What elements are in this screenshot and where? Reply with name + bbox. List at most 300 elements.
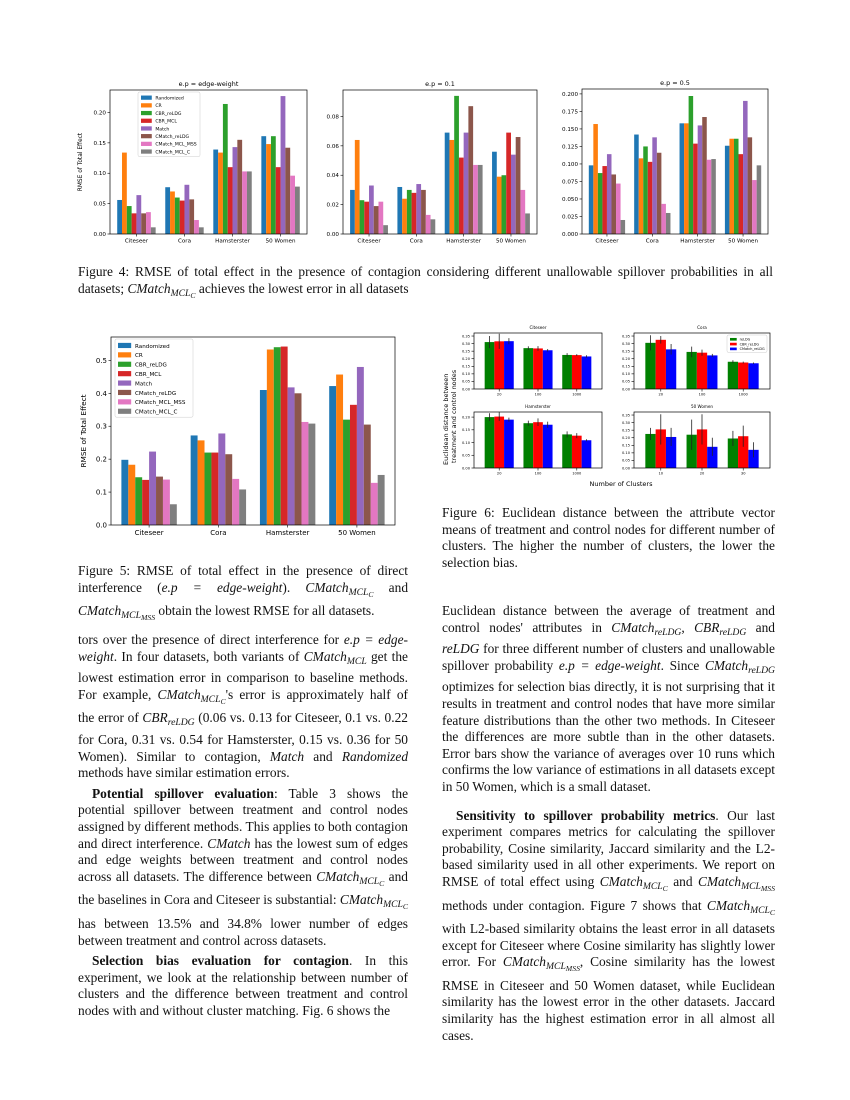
legend-swatch bbox=[141, 119, 152, 123]
y-tick-label: 0.05 bbox=[93, 201, 106, 208]
text-run: has between 13.5% and 34.8% lower number of edges between treatment and control across datasets. bbox=[78, 915, 408, 948]
bar-cmatch-mcl-c bbox=[431, 219, 436, 234]
bar-randomized bbox=[191, 435, 198, 525]
text-run: (0.06 vs. 0.13 for Citeseer, 0.1 vs. 0.22 for Cora, 0.31 vs. 0.54 for Hamsterster, 0.15 vs. 0.36 for 50 Women). Similar to contagion, bbox=[78, 710, 408, 764]
bar-randomized bbox=[329, 386, 336, 525]
chart-title: e.p = 0.1 bbox=[425, 80, 455, 88]
math-term: CMatch$_{MCL_C}$ bbox=[157, 686, 226, 706]
text-run: : Table 3 shows the potential spillover between treatment and control nodes assigned by different methods. This applies to both contagion and direct interference. bbox=[78, 785, 409, 851]
bar-cr bbox=[729, 139, 734, 234]
bar-cmatch-mcl-c bbox=[295, 187, 300, 234]
y-tick-label: 0.2 bbox=[95, 455, 107, 464]
y-tick-label: 0.10 bbox=[461, 372, 470, 377]
y-tick-label: 0.08 bbox=[326, 114, 339, 121]
bar-cmatch-mcl-mss bbox=[242, 171, 247, 234]
text-run: and bbox=[304, 748, 342, 764]
figure-6-ylabel-2: treatment and control nodes bbox=[450, 369, 458, 463]
legend-swatch bbox=[141, 103, 152, 107]
y-tick-label: 0.30 bbox=[461, 341, 470, 346]
x-tick-label: Hamsterster bbox=[680, 238, 716, 245]
legend-swatch bbox=[730, 343, 737, 346]
paragraph bbox=[442, 603, 775, 796]
paragraph-sensitivity bbox=[442, 808, 775, 1045]
bar-cmatch-mcl-mss bbox=[378, 202, 383, 234]
bar-cmatch-mcl-c bbox=[199, 227, 204, 234]
legend-label: reLDG bbox=[739, 337, 751, 342]
bar-cmatch-reldg bbox=[295, 393, 302, 525]
legend-label: Match bbox=[155, 127, 170, 133]
bar-match bbox=[511, 155, 516, 234]
bar-reldg bbox=[728, 362, 738, 389]
bar-cr bbox=[497, 177, 502, 234]
bar-cmatch-reldg bbox=[504, 341, 514, 389]
legend-swatch bbox=[118, 390, 131, 395]
y-tick-label: 0.25 bbox=[621, 349, 630, 354]
math-term: $CBR_{reLDG}$ bbox=[694, 619, 747, 638]
paragraph bbox=[78, 632, 408, 782]
y-tick-label: 0.15 bbox=[93, 140, 106, 147]
bar-cbr-reldg bbox=[271, 136, 276, 234]
bar-cbr-reldg bbox=[572, 355, 582, 389]
y-tick-label: 0.10 bbox=[461, 440, 470, 445]
bar-cmatch-reldg bbox=[748, 137, 753, 234]
legend-swatch bbox=[141, 134, 152, 138]
bar-cmatch-reldg bbox=[237, 140, 242, 234]
y-tick-label: 0.00 bbox=[461, 387, 470, 392]
bar-cr bbox=[684, 123, 689, 234]
bar-cr bbox=[122, 153, 127, 234]
legend-label: CR bbox=[155, 104, 162, 110]
bar-cmatch-reldg bbox=[707, 355, 717, 389]
bar-cr bbox=[639, 158, 644, 234]
math-term: $CBR_{reLDG}$ bbox=[142, 710, 195, 729]
bar-cmatch-reldg bbox=[582, 356, 592, 389]
math-term: CMatch$_{reLDG}$ bbox=[704, 657, 775, 676]
legend-swatch bbox=[118, 362, 131, 367]
x-tick-label: 50 Women bbox=[265, 238, 296, 245]
bar-cmatch-mcl-mss bbox=[146, 212, 151, 234]
y-tick-label: 0.25 bbox=[621, 428, 630, 433]
bar-randomized bbox=[213, 150, 218, 234]
text-run: and the baselines in Cora and Citeseer is substantial: bbox=[78, 868, 408, 908]
x-tick-label: Cora bbox=[210, 529, 227, 537]
y-tick-label: 0.150 bbox=[561, 126, 578, 133]
x-tick-label: 100 bbox=[534, 392, 542, 397]
bar-randomized bbox=[680, 123, 685, 234]
bar-cbr-mcl bbox=[648, 162, 653, 234]
math-term: reLDG bbox=[442, 641, 480, 657]
bar-randomized bbox=[725, 146, 730, 234]
bar-cbr-reldg bbox=[205, 453, 212, 525]
text-run: Figure 6: Euclidean distance between the attribute vector means of treatment and control nodes for different number of clusters. The higher the number of clusters, the lower the selection bias. bbox=[442, 505, 775, 570]
y-tick-label: 0.35 bbox=[621, 334, 630, 339]
y-tick-label: 0.15 bbox=[621, 443, 630, 448]
bar-match bbox=[416, 184, 421, 234]
math-term: CMatch$_{MCL_C}$ bbox=[599, 873, 668, 893]
text-run: . In four datasets, both variants of bbox=[113, 648, 304, 664]
y-tick-label: 0.000 bbox=[561, 231, 578, 238]
bar-cmatch-reldg bbox=[504, 420, 514, 468]
legend-label: CMatch_MCL_MSS bbox=[135, 400, 186, 407]
legend-swatch bbox=[118, 343, 131, 348]
bar-cr bbox=[267, 350, 274, 525]
figure-4b-chart bbox=[310, 70, 550, 250]
x-tick-label: Cora bbox=[645, 238, 659, 245]
bar-cr bbox=[593, 124, 598, 234]
bar-randomized bbox=[261, 136, 266, 234]
legend-label: CMatch_MCL_C bbox=[135, 409, 178, 416]
y-tick-label: 0.35 bbox=[621, 413, 630, 418]
bar-randomized bbox=[165, 187, 170, 234]
legend-label: Randomized bbox=[135, 343, 170, 350]
chart-title: 50 Women bbox=[690, 404, 714, 409]
bar-cbr-mcl bbox=[412, 193, 417, 234]
bar-cbr-reldg bbox=[223, 104, 228, 234]
text-run: Figure 4: RMSE of total effect in the presence of contagion considering different unallowable spillover probabilities in all datasets; bbox=[78, 264, 773, 296]
bar-cbr-mcl bbox=[142, 480, 149, 525]
text-run: Potential spillover evaluation bbox=[92, 785, 274, 801]
x-tick-label: 10 bbox=[658, 471, 664, 476]
bar-cbr-mcl bbox=[602, 166, 607, 234]
bar-randomized bbox=[589, 165, 594, 234]
bar-cbr-reldg bbox=[494, 417, 504, 468]
bar-cmatch-mcl-mss bbox=[752, 180, 757, 234]
y-tick-label: 0.175 bbox=[561, 109, 578, 116]
x-tick-label: Hamsterster bbox=[265, 529, 310, 537]
bar-match bbox=[357, 367, 364, 525]
bar-cmatch-mcl-c bbox=[525, 213, 530, 234]
y-tick-label: 0.20 bbox=[621, 435, 630, 440]
bar-cmatch-mcl-mss bbox=[232, 479, 239, 525]
paragraph-selection-bias bbox=[78, 953, 408, 1019]
y-tick-label: 0.4 bbox=[95, 389, 107, 398]
figure-6-chart bbox=[440, 325, 780, 495]
x-tick-label: 50 Women bbox=[338, 529, 376, 537]
x-tick-label: 20 bbox=[496, 471, 502, 476]
bar-cr bbox=[266, 144, 271, 234]
figure-4a-chart bbox=[70, 70, 310, 250]
math-term: Match bbox=[269, 748, 305, 764]
bar-match bbox=[464, 133, 469, 234]
x-tick-label: 30 bbox=[740, 471, 746, 476]
figure-4-caption bbox=[78, 264, 773, 304]
bar-cr bbox=[355, 140, 360, 234]
y-tick-label: 0.20 bbox=[461, 356, 470, 361]
text-run: Euclidean distance between the average of treatment and control nodes' attributes in bbox=[442, 603, 775, 635]
bar-reldg bbox=[485, 342, 495, 389]
x-tick-label: 20 bbox=[699, 471, 705, 476]
bar-cmatch-mcl-mss bbox=[426, 215, 431, 234]
bar-cmatch-reldg bbox=[285, 148, 290, 234]
text-run: and bbox=[746, 619, 775, 635]
text-run: optimizes for selection bias directly, it is not surprising that it results in treatment and control nodes that have more similar feature distributions than the other two methods. In Citeseer the differences are more subtle than in the other datasets. Error bars show the variance of averages over 10 runs which confirms the low variance of estimations in all datasets except in 50 Women, which is a small dataset. bbox=[442, 679, 775, 794]
y-tick-label: 0.05 bbox=[461, 453, 470, 458]
legend-swatch bbox=[118, 380, 131, 385]
bar-cmatch-mcl-mss bbox=[194, 220, 199, 234]
bar-cmatch-mcl-mss bbox=[661, 204, 666, 234]
bar-cr bbox=[449, 140, 454, 234]
math-term: CMatch$_{MCL}$ bbox=[303, 648, 367, 667]
y-tick-label: 0.100 bbox=[561, 161, 578, 168]
bar-cbr-mcl bbox=[276, 167, 281, 234]
text-run: ). bbox=[282, 579, 306, 595]
figure-6-ylabel: Euclidean distance between bbox=[442, 373, 450, 465]
bar-reldg bbox=[485, 417, 495, 468]
y-tick-label: 0.05 bbox=[461, 379, 470, 384]
bar-cmatch-reldg bbox=[225, 454, 232, 525]
bar-cbr-reldg bbox=[175, 198, 180, 234]
bar-cmatch-mcl-mss bbox=[473, 165, 478, 234]
bar-randomized bbox=[260, 390, 267, 525]
bar-cbr-mcl bbox=[739, 154, 744, 234]
text-run: methods have similar estimation errors. bbox=[78, 765, 290, 781]
x-tick-label: 50 Women bbox=[495, 238, 526, 245]
bar-cbr-reldg bbox=[454, 96, 459, 234]
legend-swatch bbox=[118, 352, 131, 357]
bar-match bbox=[136, 195, 141, 234]
y-tick-label: 0.20 bbox=[621, 356, 630, 361]
text-run: obtain the lowest RMSE for all datasets. bbox=[155, 603, 375, 619]
bar-randomized bbox=[397, 187, 402, 234]
x-tick-label: Citeseer bbox=[134, 529, 164, 537]
legend-label: CBR_MCL bbox=[155, 119, 177, 125]
text-run: Sensitivity to spillover probability metrics bbox=[456, 807, 716, 823]
bar-cmatch-mcl-mss bbox=[520, 190, 525, 234]
y-tick-label: 0.05 bbox=[621, 379, 630, 384]
text-run: and bbox=[373, 579, 409, 595]
bar-cbr-reldg bbox=[502, 175, 507, 234]
bar-cmatch-reldg bbox=[374, 206, 379, 234]
text-run: e.p = edge-weight bbox=[558, 657, 661, 673]
x-tick-label: 20 bbox=[658, 392, 664, 397]
bar-cbr-reldg bbox=[572, 436, 582, 468]
text-run: get the lowest estimation error in comparison to baseline methods. For example, bbox=[78, 648, 408, 702]
legend-label: CBR_reLDG bbox=[739, 342, 759, 347]
x-tick-label: 20 bbox=[496, 392, 502, 397]
y-tick-label: 0.20 bbox=[461, 415, 470, 420]
bar-randomized bbox=[117, 200, 122, 234]
bar-match bbox=[698, 125, 703, 234]
x-tick-label: 1000 bbox=[738, 392, 748, 397]
chart-title: Cora bbox=[697, 325, 707, 330]
bar-cmatch-reldg bbox=[543, 350, 553, 389]
legend-label: CBR_reLDG bbox=[135, 362, 167, 369]
bar-cmatch-reldg bbox=[516, 137, 521, 234]
figure-5-caption bbox=[78, 563, 408, 627]
bar-match bbox=[369, 186, 374, 234]
bar-cbr-mcl bbox=[459, 158, 464, 234]
bar-randomized bbox=[350, 190, 355, 234]
bar-cr bbox=[128, 465, 135, 525]
bar-reldg bbox=[523, 423, 533, 468]
y-tick-label: 0.025 bbox=[561, 214, 578, 221]
legend-label: CMatch_reLDG bbox=[739, 347, 765, 352]
bar-reldg bbox=[523, 348, 533, 389]
y-tick-label: 0.00 bbox=[461, 466, 470, 471]
y-tick-label: 0.125 bbox=[561, 144, 578, 151]
bar-cbr-reldg bbox=[598, 173, 603, 234]
bar-cbr-mcl bbox=[506, 133, 511, 234]
bar-cbr-reldg bbox=[135, 477, 142, 525]
legend-label: CMatch_MCL_C bbox=[155, 150, 191, 156]
y-tick-label: 0.20 bbox=[93, 110, 106, 117]
y-tick-label: 0.3 bbox=[95, 422, 107, 431]
text-run: , bbox=[681, 619, 695, 635]
bar-cmatch-reldg bbox=[141, 213, 146, 234]
x-tick-label: 1000 bbox=[572, 392, 582, 397]
right-column-text bbox=[442, 603, 775, 1048]
bar-cbr-reldg bbox=[697, 353, 707, 389]
math-term: CMatch$_{MCL_{MSS}}$ bbox=[78, 603, 156, 623]
bar-cbr-mcl bbox=[281, 347, 288, 525]
x-tick-label: Hamsterster bbox=[446, 238, 482, 245]
text-run: e.p = edge-weight bbox=[161, 579, 283, 595]
legend-label: CMatch_MCL_MSS bbox=[155, 142, 197, 148]
chart-title: Citeseer bbox=[529, 325, 547, 330]
legend-swatch bbox=[118, 409, 131, 414]
y-tick-label: 0.15 bbox=[621, 364, 630, 369]
text-run: for three different number of clusters and unallowable spillover probability bbox=[442, 641, 775, 673]
y-tick-label: 0.1 bbox=[95, 488, 107, 497]
legend-label: Randomized bbox=[155, 96, 184, 102]
y-tick-label: 0.050 bbox=[561, 196, 578, 203]
text-run: achieves the lowest error in all datasets bbox=[195, 280, 409, 296]
y-tick-label: 0.00 bbox=[93, 231, 106, 238]
legend-label: CBR_reLDG bbox=[155, 111, 182, 117]
bar-randomized bbox=[445, 133, 450, 234]
math-term: CMatch$_{MCL_C}$ bbox=[339, 892, 408, 912]
x-tick-label: 1000 bbox=[572, 471, 582, 476]
bar-match bbox=[149, 452, 156, 525]
y-tick-label: 0.075 bbox=[561, 179, 578, 186]
x-tick-label: Cora bbox=[409, 238, 423, 245]
bar-cmatch-reldg bbox=[468, 106, 473, 234]
bar-cmatch-mcl-c bbox=[308, 424, 315, 525]
bar-match bbox=[233, 147, 238, 234]
text-run: 's error is approximately half of the error of bbox=[78, 686, 408, 726]
legend-label: CMatch_reLDG bbox=[155, 135, 190, 141]
math-term: CMatch$_{MCL_C}$ bbox=[316, 868, 385, 888]
bar-cbr-reldg bbox=[533, 348, 543, 389]
bar-cmatch-reldg bbox=[582, 440, 592, 468]
math-term: CMatch$_{MCL_C}$ bbox=[127, 280, 196, 300]
text-run: . Our last experiment compares metrics for calculating the spillover probability, Cosine similarity, Jaccard similarity and the L2-based similarity used in all other experiments. We report on RMSE of total effect using bbox=[442, 807, 775, 889]
bar-cmatch-mcl-mss bbox=[163, 480, 170, 525]
text-run: with L2-based similarity obtains the least error in all datasets except for Citeseer where Cosine similarity has slightly lower error. For bbox=[442, 921, 775, 970]
bar-cbr-mcl bbox=[132, 213, 137, 234]
bar-reldg bbox=[687, 352, 697, 389]
bar-cmatch-mcl-c bbox=[378, 475, 385, 525]
y-axis-label: RMSE of Total Effect bbox=[78, 132, 84, 192]
math-term: CMatch$_{MCL_{MSS}}$ bbox=[502, 954, 580, 974]
y-tick-label: 0.15 bbox=[461, 428, 470, 433]
bar-cmatch-reldg bbox=[364, 425, 371, 525]
bar-reldg bbox=[562, 355, 572, 389]
legend-swatch bbox=[730, 338, 737, 341]
text-run: . In this experiment, we look at the relationship between number of clusters and the difference between treatment and control nodes with and without cluster matching. Fig. 6 shows the bbox=[78, 953, 408, 1018]
bar-cmatch-reldg bbox=[611, 174, 616, 234]
bar-cbr-mcl bbox=[693, 144, 698, 234]
y-tick-label: 0.04 bbox=[326, 173, 339, 180]
figure-6-caption bbox=[442, 505, 775, 571]
bar-cmatch-mcl-c bbox=[711, 159, 716, 234]
legend-swatch bbox=[118, 371, 131, 376]
y-tick-label: 0.30 bbox=[621, 341, 630, 346]
y-tick-label: 0.5 bbox=[95, 356, 107, 365]
math-term: CMatch$_{MCL_C}$ bbox=[706, 897, 775, 917]
x-tick-label: Citeseer bbox=[357, 238, 381, 245]
bar-cbr-reldg bbox=[360, 200, 365, 234]
legend-swatch bbox=[141, 149, 152, 153]
bar-cmatch-mcl-c bbox=[621, 220, 626, 234]
bar-cbr-reldg bbox=[689, 96, 694, 234]
bar-match bbox=[218, 433, 225, 525]
bar-cbr-mcl bbox=[350, 405, 357, 525]
bar-match bbox=[288, 387, 295, 525]
text-run: e.p = edge-weight bbox=[78, 632, 408, 664]
bar-cmatch-reldg bbox=[748, 363, 758, 389]
bar-cmatch-reldg bbox=[543, 425, 553, 468]
y-tick-label: 0.35 bbox=[461, 334, 470, 339]
y-tick-label: 0.10 bbox=[93, 171, 106, 178]
y-tick-label: 0.10 bbox=[621, 451, 630, 456]
bar-cmatch-reldg bbox=[666, 349, 676, 389]
bar-cbr-mcl bbox=[364, 202, 369, 234]
figure-5-chart bbox=[70, 325, 420, 550]
bar-cmatch-mcl-c bbox=[247, 171, 252, 234]
bar-randomized bbox=[634, 135, 639, 234]
bar-cmatch-reldg bbox=[421, 190, 426, 234]
bar-cmatch-mcl-mss bbox=[707, 160, 712, 234]
legend-swatch bbox=[141, 126, 152, 130]
bar-cr bbox=[170, 191, 175, 234]
bar-cbr-reldg bbox=[343, 420, 350, 525]
y-tick-label: 0.200 bbox=[561, 91, 578, 98]
math-term: CMatch$_{reLDG}$ bbox=[611, 619, 682, 638]
bar-cr bbox=[198, 440, 205, 525]
bar-cbr-reldg bbox=[407, 190, 412, 234]
legend-label: CBR_MCL bbox=[135, 371, 162, 378]
math-term: CMatch bbox=[207, 835, 251, 851]
bar-reldg bbox=[562, 434, 572, 468]
paragraph-potential-spillover bbox=[78, 786, 408, 949]
bar-cr bbox=[336, 375, 343, 525]
bar-cmatch-reldg bbox=[702, 117, 707, 234]
bar-match bbox=[743, 101, 748, 234]
text-run: methods under contagion. Figure 7 shows that bbox=[442, 897, 707, 913]
y-tick-label: 0.02 bbox=[326, 202, 339, 209]
x-tick-label: 100 bbox=[534, 471, 542, 476]
figure-6-xlabel: Number of Clusters bbox=[589, 480, 653, 488]
bar-randomized bbox=[492, 152, 497, 234]
bar-cbr-mcl bbox=[228, 167, 233, 234]
math-term: Randomized bbox=[341, 748, 409, 764]
bar-match bbox=[184, 185, 189, 234]
chart-title: Hamsterster bbox=[525, 404, 551, 409]
x-tick-label: 50 Women bbox=[728, 238, 759, 245]
x-tick-label: Hamsterster bbox=[215, 238, 250, 245]
bar-cbr-reldg bbox=[734, 139, 739, 234]
bar-cmatch-mcl-c bbox=[170, 504, 177, 525]
bar-cbr-reldg bbox=[738, 363, 748, 389]
math-term: CMatch$_{MCL_{MSS}}$ bbox=[697, 873, 775, 893]
bar-cr bbox=[218, 153, 223, 234]
y-axis-label: RMSE of Total Effect bbox=[79, 394, 88, 468]
y-tick-label: 0.00 bbox=[621, 466, 630, 471]
bar-cbr-reldg bbox=[127, 206, 132, 234]
text-run: . Since bbox=[660, 657, 705, 673]
bar-match bbox=[607, 154, 612, 234]
